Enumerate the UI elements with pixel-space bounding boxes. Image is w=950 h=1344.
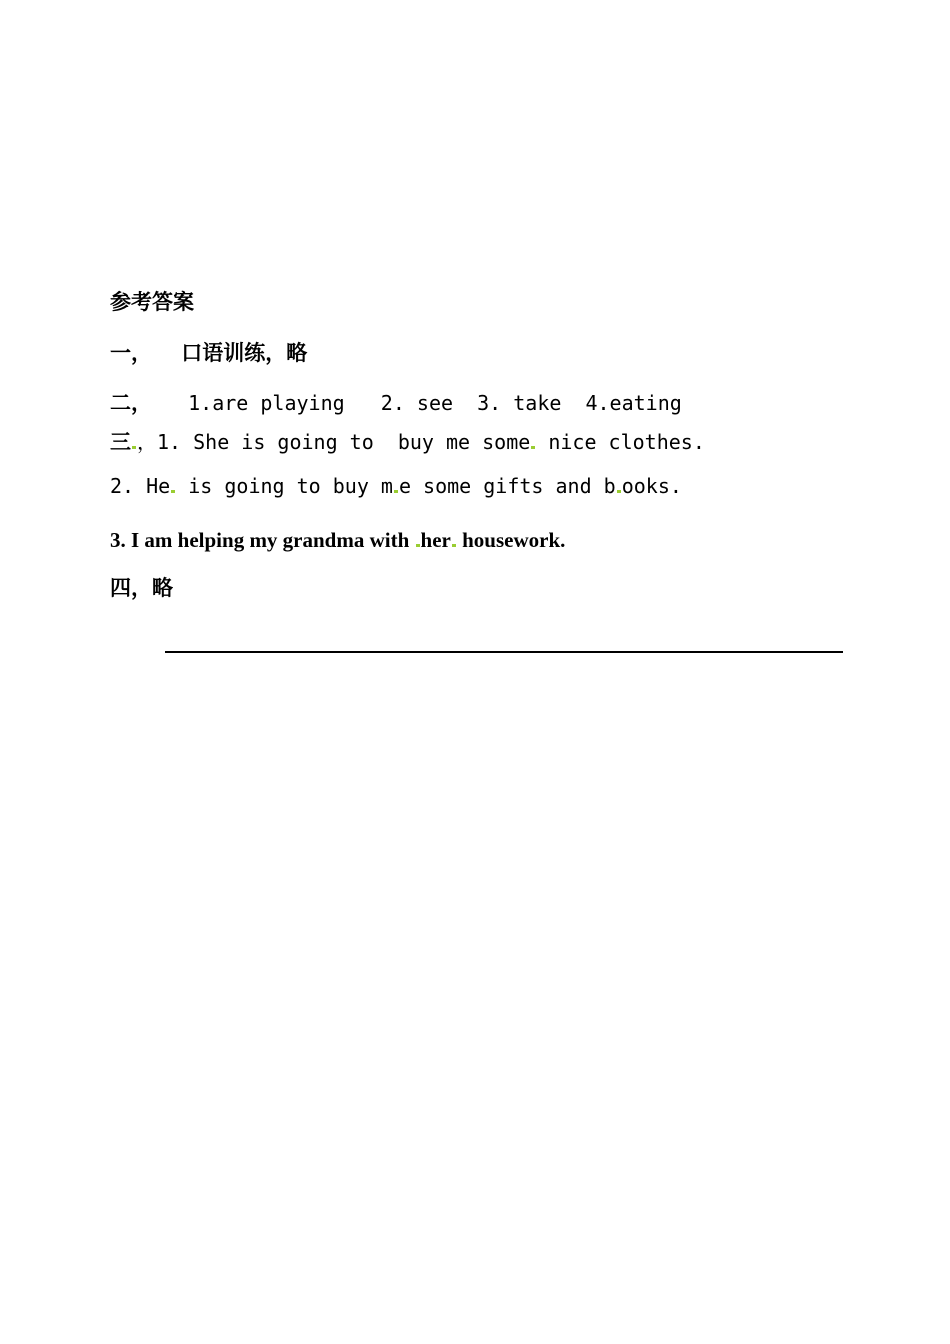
edit-mark [171,490,175,493]
answer-section-3-line-3 [110,530,565,551]
edit-mark [132,446,136,449]
section-3-line-3-part-b: her [420,528,451,552]
edit-mark [394,490,398,493]
section-2-prefix: 二， [110,391,152,415]
section-1-text: 口语训练，略 [181,341,308,365]
edit-mark [531,446,535,449]
section-3-line-1-end: nice clothes. [536,430,705,454]
edit-mark [617,490,621,493]
answer-key-title: 参考答案 [110,290,194,314]
section-3-line-2-part-a: 2. He [110,474,171,498]
answer-section-2 [110,393,682,414]
section-3-prefix: 三 [110,430,131,454]
section-3-line-3-part-c: housework. [456,528,566,552]
edit-mark [416,544,420,547]
edit-mark [452,544,456,547]
section-3-line-1-text: ，1. She is going to buy me some [137,430,531,454]
section-3-line-2-part-b: is going to buy m [176,474,393,498]
answer-section-1 [110,343,307,364]
answer-section-3-line-1 [110,432,705,453]
section-1-prefix: 一， [110,341,152,365]
section-3-line-2-part-c: e some gifts and b [398,474,616,498]
horizontal-rule [165,651,843,653]
answer-section-3-line-2 [110,476,682,496]
section-3-line-3-part-a: 3. I am helping my grandma with [110,528,415,552]
section-3-line-2-part-d: ooks. [621,474,682,498]
answer-section-4: 四，略 [110,576,173,600]
section-2-text: 1.are playing 2. see 3. take 4.eating [188,391,682,415]
